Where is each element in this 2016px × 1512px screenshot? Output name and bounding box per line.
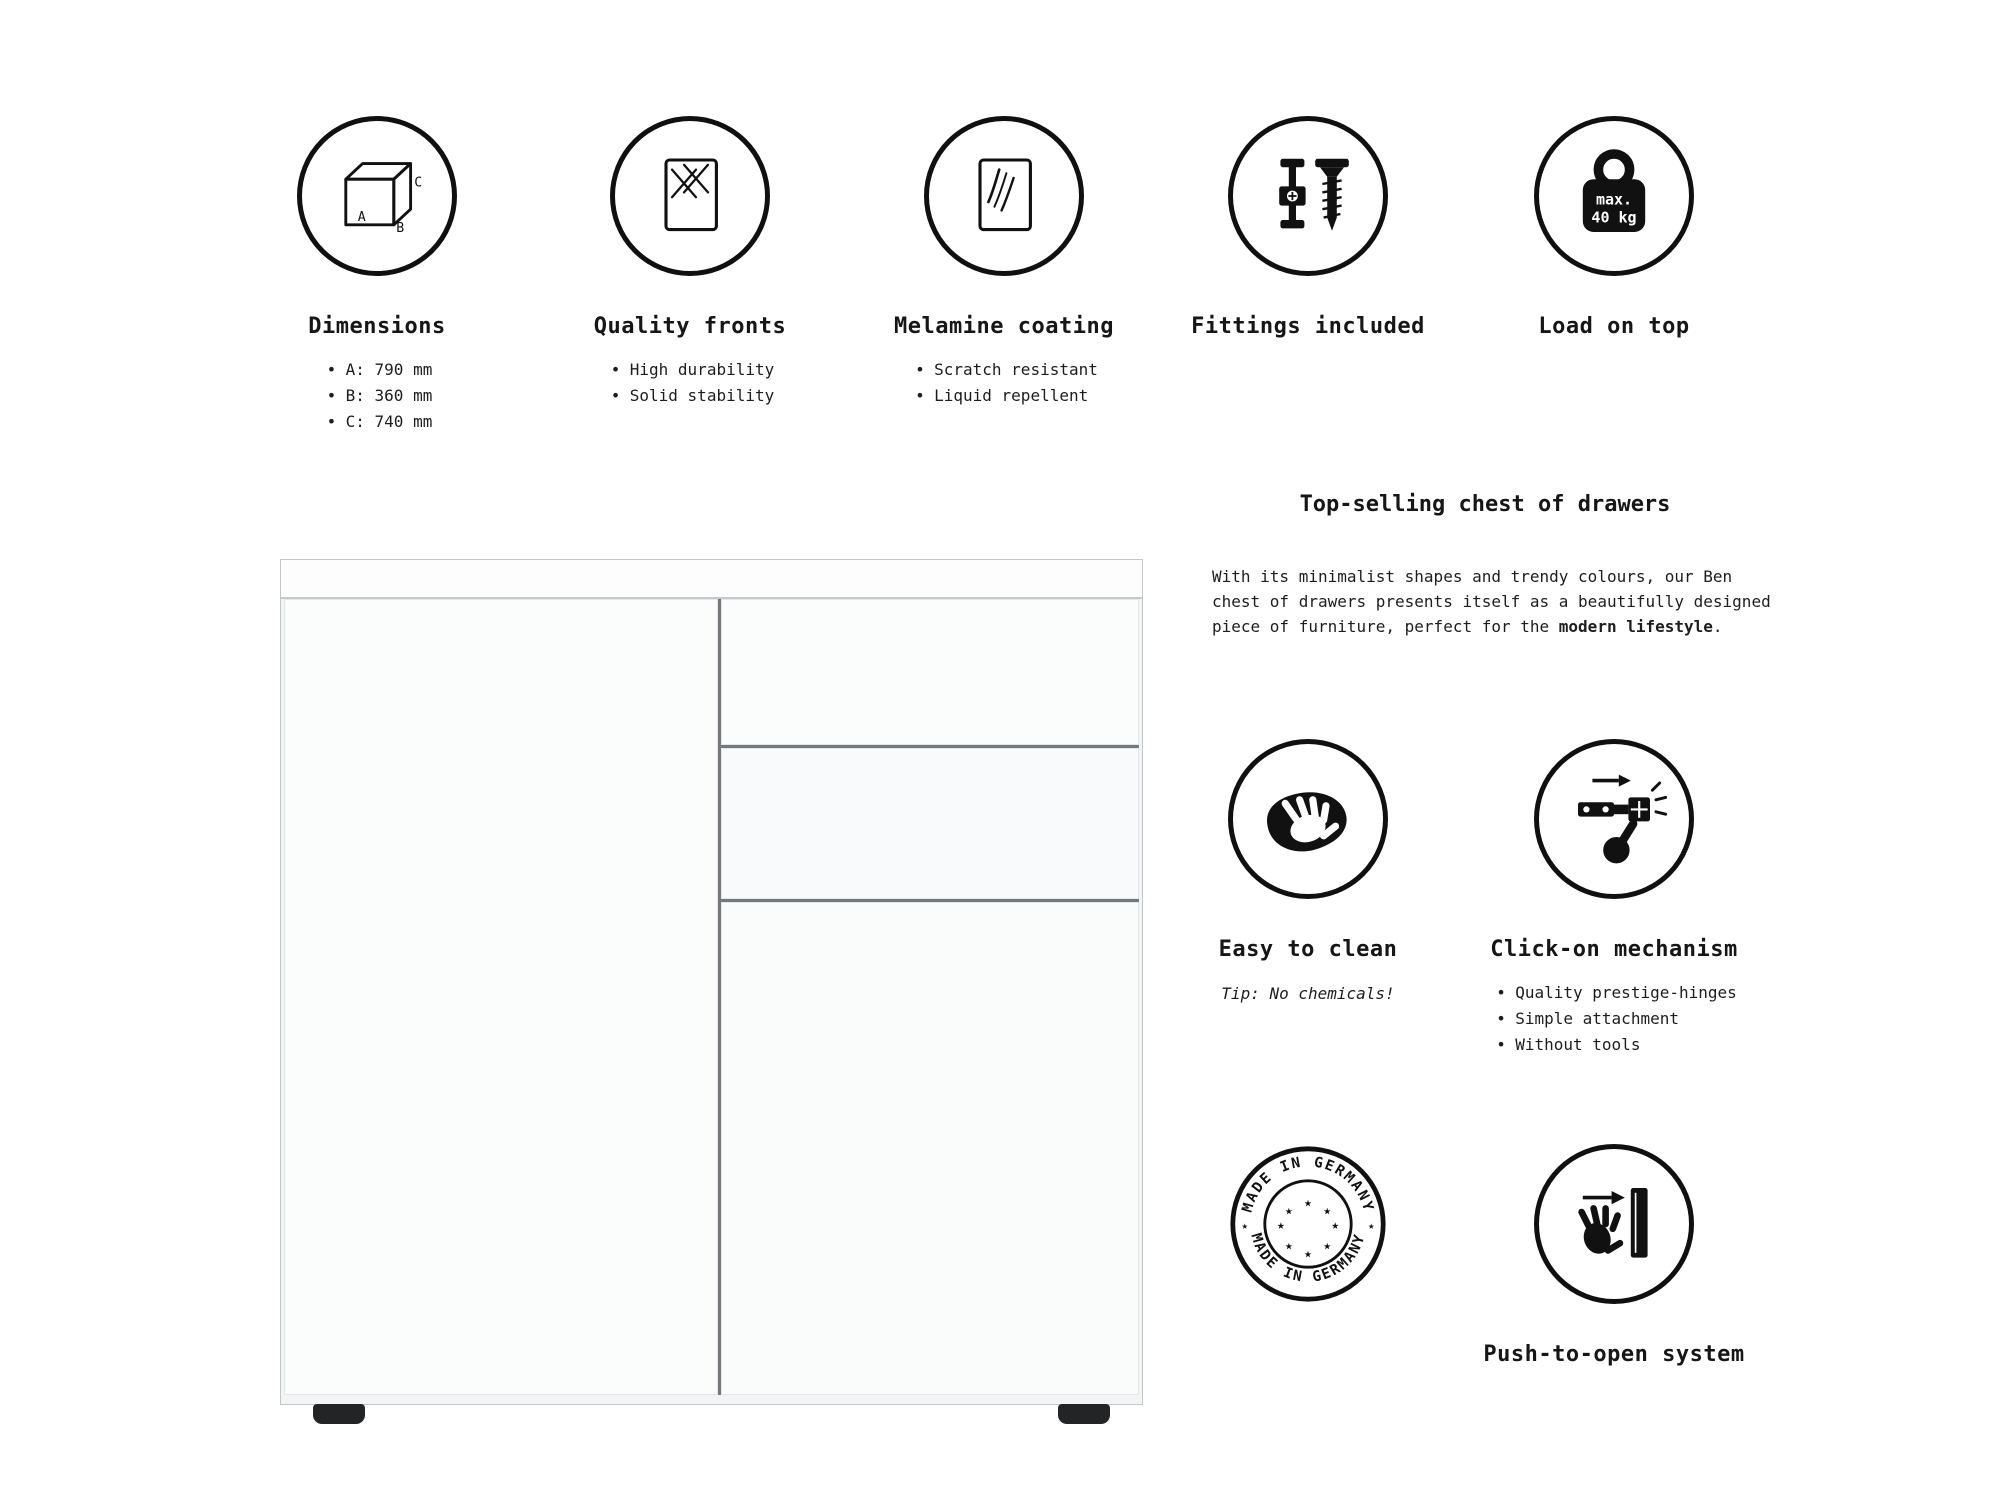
weight-text-max: max.	[1595, 190, 1633, 209]
weight-text-kg: 40 kg	[1591, 208, 1637, 227]
quality-fronts-icon-circle	[610, 116, 770, 276]
svg-text:★: ★	[1323, 1203, 1332, 1219]
bullet-item: • Liquid repellent	[910, 383, 1098, 409]
push-to-open-icon-circle	[1534, 1144, 1694, 1304]
melamine-scratch-icon	[944, 136, 1064, 256]
intro-text-bold: modern lifestyle	[1558, 617, 1713, 636]
feature-dimensions	[217, 116, 537, 435]
feature-label: Push-to-open system	[1483, 1342, 1745, 1367]
bullet-item: • Scratch resistant	[910, 357, 1098, 383]
stamp-side-stars	[1241, 1217, 1375, 1233]
bullet-item: • Solid stability	[606, 383, 775, 409]
feature-label: Melamine coating	[894, 314, 1114, 339]
made-in-germany-stamp-icon	[1228, 1144, 1388, 1304]
feature-label: Quality fronts	[593, 314, 787, 339]
quality-fronts-panel-icon	[630, 136, 750, 256]
svg-text:★: ★	[1304, 1195, 1312, 1211]
dimensions-cube-icon	[317, 136, 437, 256]
feature-quality-fronts	[530, 116, 850, 409]
bullet-item: • A: 790 mm	[322, 357, 433, 383]
weight-icon	[1554, 136, 1674, 256]
feature-bullet-list	[322, 357, 433, 435]
feature-load-on-top	[1454, 116, 1774, 339]
bullet-item: • High durability	[606, 357, 775, 383]
load-on-top-icon-circle	[1534, 116, 1694, 276]
bullet-item: • Quality prestige-hinges	[1491, 980, 1737, 1006]
wiping-hand-icon	[1248, 759, 1368, 879]
svg-text:★: ★	[1284, 1203, 1293, 1219]
chest-foot-left	[313, 1404, 365, 1424]
chest-top-panel	[281, 560, 1142, 599]
bullet-item: • Without tools	[1491, 1032, 1737, 1058]
feature-easy-to-clean	[1148, 739, 1468, 1003]
svg-text:★: ★	[1284, 1238, 1293, 1254]
chest-front	[284, 599, 1139, 1395]
push-to-open-hand-icon	[1554, 1164, 1674, 1284]
feature-melamine-coating	[844, 116, 1164, 409]
cube-letter-c: C	[414, 175, 423, 191]
svg-text:★: ★	[1304, 1246, 1312, 1262]
svg-text:★: ★	[1241, 1219, 1248, 1232]
left-door-panel	[284, 599, 718, 1395]
feature-made-in-germany	[1148, 1144, 1468, 1304]
top-drawer-front	[721, 599, 1139, 745]
svg-text:★: ★	[1368, 1219, 1375, 1232]
feature-bullet-list	[910, 357, 1098, 409]
easy-to-clean-icon-circle	[1228, 739, 1388, 899]
intro-paragraph	[1212, 564, 1787, 639]
right-door-panel	[721, 902, 1139, 1395]
middle-drawer-front	[721, 748, 1139, 899]
fittings-icon-circle	[1228, 116, 1388, 276]
feature-label: Click-on mechanism	[1490, 937, 1738, 962]
stamp-arc-bottom-text: MADE IN GERMANY	[1247, 1231, 1369, 1286]
melamine-coating-icon-circle	[924, 116, 1084, 276]
feature-bullet-list	[1491, 980, 1737, 1058]
intro-text-end: .	[1712, 617, 1723, 636]
feature-click-on-mechanism	[1454, 739, 1774, 1058]
stamp-arc-top-text: MADE IN GERMANY	[1239, 1154, 1377, 1215]
feature-push-to-open	[1454, 1144, 1774, 1367]
svg-text:★: ★	[1331, 1217, 1340, 1233]
product-image	[280, 559, 1143, 1405]
chest-foot-right	[1058, 1404, 1110, 1424]
hinge-click-icon	[1554, 759, 1674, 879]
bullet-item: • C: 740 mm	[322, 409, 433, 435]
cube-letter-a: A	[357, 210, 366, 226]
svg-text:★: ★	[1323, 1238, 1332, 1254]
bullet-item: • Simple attachment	[1491, 1006, 1737, 1032]
page-title: Top-selling chest of drawers	[1299, 492, 1671, 517]
tip-text: Tip: No chemicals!	[1221, 984, 1395, 1003]
feature-label: Fittings included	[1191, 314, 1425, 339]
stamp-stars	[1277, 1195, 1339, 1261]
click-on-icon-circle	[1534, 739, 1694, 899]
feature-label: Dimensions	[308, 314, 446, 339]
feature-label: Load on top	[1538, 314, 1690, 339]
feature-label: Easy to clean	[1218, 937, 1398, 962]
intro-text: With its minimalist shapes and trendy colours, our Ben chest of drawers presents itself as a beautifully designed piece of furniture, perfect for the	[1212, 567, 1771, 636]
fittings-screws-icon	[1248, 136, 1368, 256]
dimensions-icon-circle	[297, 116, 457, 276]
cube-letter-b: B	[396, 221, 405, 236]
svg-text:★: ★	[1276, 1217, 1285, 1233]
feature-fittings-included	[1148, 116, 1468, 339]
feature-bullet-list	[606, 357, 775, 409]
bullet-item: • B: 360 mm	[322, 383, 433, 409]
